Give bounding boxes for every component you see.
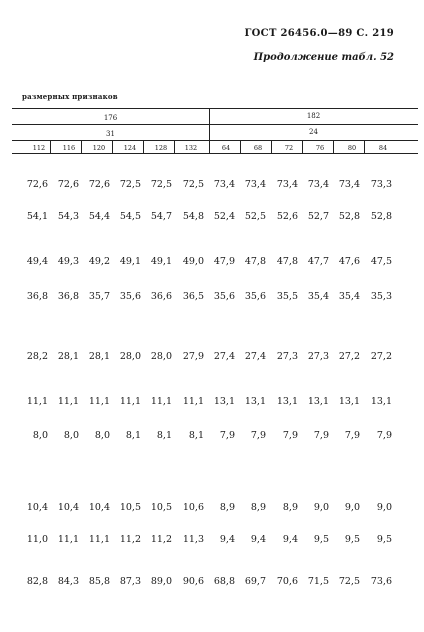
table-cell: 85,8 <box>88 576 110 587</box>
table-cell: 13,1 <box>213 396 235 407</box>
table-cell: 35,3 <box>370 291 392 302</box>
column-header: 76 <box>315 144 325 152</box>
column-separator <box>333 140 334 153</box>
table-cell: 72,5 <box>182 179 204 190</box>
table-cell: 11,1 <box>88 396 110 407</box>
group-mid-right: 24 <box>309 128 318 136</box>
table-cell: 7,9 <box>313 430 329 441</box>
table-cell: 54,4 <box>88 211 110 222</box>
table-cell: 11,2 <box>150 534 172 545</box>
table-row <box>0 351 424 365</box>
table-cell: 10,4 <box>26 502 48 513</box>
table-subtitle: размерных признаков <box>22 92 118 101</box>
table-cell: 27,9 <box>182 351 204 362</box>
table-cell: 68,8 <box>213 576 235 587</box>
table-cell: 8,1 <box>188 430 204 441</box>
table-cell: 10,5 <box>119 502 141 513</box>
table-cell: 9,5 <box>376 534 392 545</box>
table-cell: 8,0 <box>94 430 110 441</box>
table-cell: 11,3 <box>182 534 204 545</box>
table-cell: 9,4 <box>282 534 298 545</box>
table-cell: 35,6 <box>119 291 141 302</box>
table-cell: 11,1 <box>57 396 79 407</box>
table-cell: 9,5 <box>313 534 329 545</box>
column-separator <box>271 140 272 153</box>
table-cell: 47,6 <box>338 256 360 267</box>
table-cell: 27,4 <box>213 351 235 362</box>
table-cell: 52,8 <box>370 211 392 222</box>
table-cell: 47,5 <box>370 256 392 267</box>
table-cell: 52,6 <box>276 211 298 222</box>
group-rule-2 <box>12 140 418 141</box>
column-separator <box>50 140 51 153</box>
table-cell: 52,5 <box>244 211 266 222</box>
table-cell: 72,6 <box>57 179 79 190</box>
table-cell: 13,1 <box>338 396 360 407</box>
table-cell: 49,2 <box>88 256 110 267</box>
table-cell: 27,2 <box>338 351 360 362</box>
table-cell: 49,0 <box>182 256 204 267</box>
table-top-rule <box>12 108 418 109</box>
table-row <box>0 256 424 270</box>
table-cell: 7,9 <box>344 430 360 441</box>
table-cell: 73,4 <box>338 179 360 190</box>
table-cell: 8,9 <box>282 502 298 513</box>
column-separator <box>143 140 144 153</box>
column-header: 64 <box>221 144 231 152</box>
table-cell: 87,3 <box>119 576 141 587</box>
table-row <box>0 291 424 305</box>
table-cell: 73,4 <box>244 179 266 190</box>
table-cell: 49,1 <box>150 256 172 267</box>
table-cell: 11,1 <box>119 396 141 407</box>
column-separator <box>364 140 365 153</box>
column-header: 72 <box>284 144 294 152</box>
table-row <box>0 502 424 516</box>
table-cell: 35,5 <box>276 291 298 302</box>
table-cell: 8,1 <box>156 430 172 441</box>
table-cell: 8,0 <box>32 430 48 441</box>
table-cell: 54,7 <box>150 211 172 222</box>
table-cell: 49,1 <box>119 256 141 267</box>
table-cell: 27,2 <box>370 351 392 362</box>
table-cell: 69,7 <box>244 576 266 587</box>
table-cell: 72,5 <box>119 179 141 190</box>
table-cell: 13,1 <box>307 396 329 407</box>
column-header: 80 <box>347 144 357 152</box>
table-cell: 7,9 <box>250 430 266 441</box>
table-cell: 73,4 <box>307 179 329 190</box>
table-cell: 84,3 <box>57 576 79 587</box>
column-separator <box>81 140 82 153</box>
table-cell: 73,4 <box>213 179 235 190</box>
table-cell: 8,9 <box>219 502 235 513</box>
table-cell: 13,1 <box>370 396 392 407</box>
table-cell: 35,7 <box>88 291 110 302</box>
table-cell: 27,4 <box>244 351 266 362</box>
table-cell: 54,5 <box>119 211 141 222</box>
table-cell: 11,1 <box>150 396 172 407</box>
table-cell: 11,1 <box>182 396 204 407</box>
table-cell: 47,8 <box>244 256 266 267</box>
column-header: 128 <box>154 144 168 152</box>
table-cell: 52,4 <box>213 211 235 222</box>
table-cell: 7,9 <box>219 430 235 441</box>
table-cell: 11,1 <box>88 534 110 545</box>
table-cell: 54,8 <box>182 211 204 222</box>
column-header: 120 <box>92 144 106 152</box>
table-row <box>0 576 424 590</box>
table-row <box>0 211 424 225</box>
table-cell: 82,8 <box>26 576 48 587</box>
table-cell: 73,3 <box>370 179 392 190</box>
table-cell: 35,4 <box>338 291 360 302</box>
table-cell: 35,6 <box>244 291 266 302</box>
group-mid-left: 31 <box>106 130 115 138</box>
table-cell: 11,0 <box>26 534 48 545</box>
table-cell: 70,6 <box>276 576 298 587</box>
table-cell: 10,6 <box>182 502 204 513</box>
table-cell: 9,0 <box>376 502 392 513</box>
table-cell: 72,5 <box>338 576 360 587</box>
table-cell: 7,9 <box>376 430 392 441</box>
table-cell: 11,1 <box>57 534 79 545</box>
table-cell: 73,6 <box>370 576 392 587</box>
table-cell: 27,3 <box>276 351 298 362</box>
table-cell: 71,5 <box>307 576 329 587</box>
table-cell: 28,2 <box>26 351 48 362</box>
table-cell: 28,1 <box>57 351 79 362</box>
table-cell: 8,9 <box>250 502 266 513</box>
column-header: 84 <box>378 144 388 152</box>
column-separator <box>240 140 241 153</box>
table-cell: 11,2 <box>119 534 141 545</box>
table-cell: 36,8 <box>57 291 79 302</box>
table-cell: 28,0 <box>150 351 172 362</box>
table-cell: 36,5 <box>182 291 204 302</box>
table-cell: 27,3 <box>307 351 329 362</box>
column-separator <box>112 140 113 153</box>
header-bottom-rule <box>12 153 418 154</box>
column-separator <box>302 140 303 153</box>
table-cell: 49,4 <box>26 256 48 267</box>
group-top-left: 176 <box>103 114 118 122</box>
table-cell: 11,1 <box>26 396 48 407</box>
table-cell: 10,4 <box>88 502 110 513</box>
table-cell: 36,6 <box>150 291 172 302</box>
table-cell: 28,1 <box>88 351 110 362</box>
table-cell: 9,5 <box>344 534 360 545</box>
table-cell: 52,7 <box>307 211 329 222</box>
table-cell: 28,0 <box>119 351 141 362</box>
table-cell: 9,0 <box>313 502 329 513</box>
table-cell: 7,9 <box>282 430 298 441</box>
table-cell: 47,7 <box>307 256 329 267</box>
table-cell: 47,8 <box>276 256 298 267</box>
table-continuation-label: Продолжение табл. 52 <box>253 52 394 63</box>
table-cell: 35,4 <box>307 291 329 302</box>
table-cell: 8,0 <box>63 430 79 441</box>
table-cell: 89,0 <box>150 576 172 587</box>
table-cell: 13,1 <box>276 396 298 407</box>
table-cell: 35,6 <box>213 291 235 302</box>
column-header: 68 <box>253 144 263 152</box>
table-cell: 10,5 <box>150 502 172 513</box>
table-cell: 49,3 <box>57 256 79 267</box>
table-cell: 54,1 <box>26 211 48 222</box>
page-header: ГОСТ 26456.0—89 С. 219 <box>244 28 394 39</box>
table-row <box>0 179 424 193</box>
table-cell: 36,8 <box>26 291 48 302</box>
table-cell: 9,0 <box>344 502 360 513</box>
table-cell: 72,6 <box>88 179 110 190</box>
table-cell: 72,6 <box>26 179 48 190</box>
table-cell: 10,4 <box>57 502 79 513</box>
column-header: 112 <box>32 144 46 152</box>
group-rule-1 <box>12 124 418 125</box>
column-header: 132 <box>184 144 198 152</box>
table-cell: 72,5 <box>150 179 172 190</box>
group-top-right: 182 <box>306 112 321 120</box>
column-separator <box>174 140 175 153</box>
table-cell: 8,1 <box>125 430 141 441</box>
table-row <box>0 534 424 548</box>
column-header: 116 <box>62 144 76 152</box>
table-cell: 73,4 <box>276 179 298 190</box>
table-cell: 90,6 <box>182 576 204 587</box>
table-cell: 9,4 <box>250 534 266 545</box>
table-row <box>0 396 424 410</box>
table-cell: 52,8 <box>338 211 360 222</box>
table-cell: 47,9 <box>213 256 235 267</box>
table-row <box>0 430 424 444</box>
table-cell: 54,3 <box>57 211 79 222</box>
column-header: 124 <box>123 144 137 152</box>
table-cell: 13,1 <box>244 396 266 407</box>
table-cell: 9,4 <box>219 534 235 545</box>
